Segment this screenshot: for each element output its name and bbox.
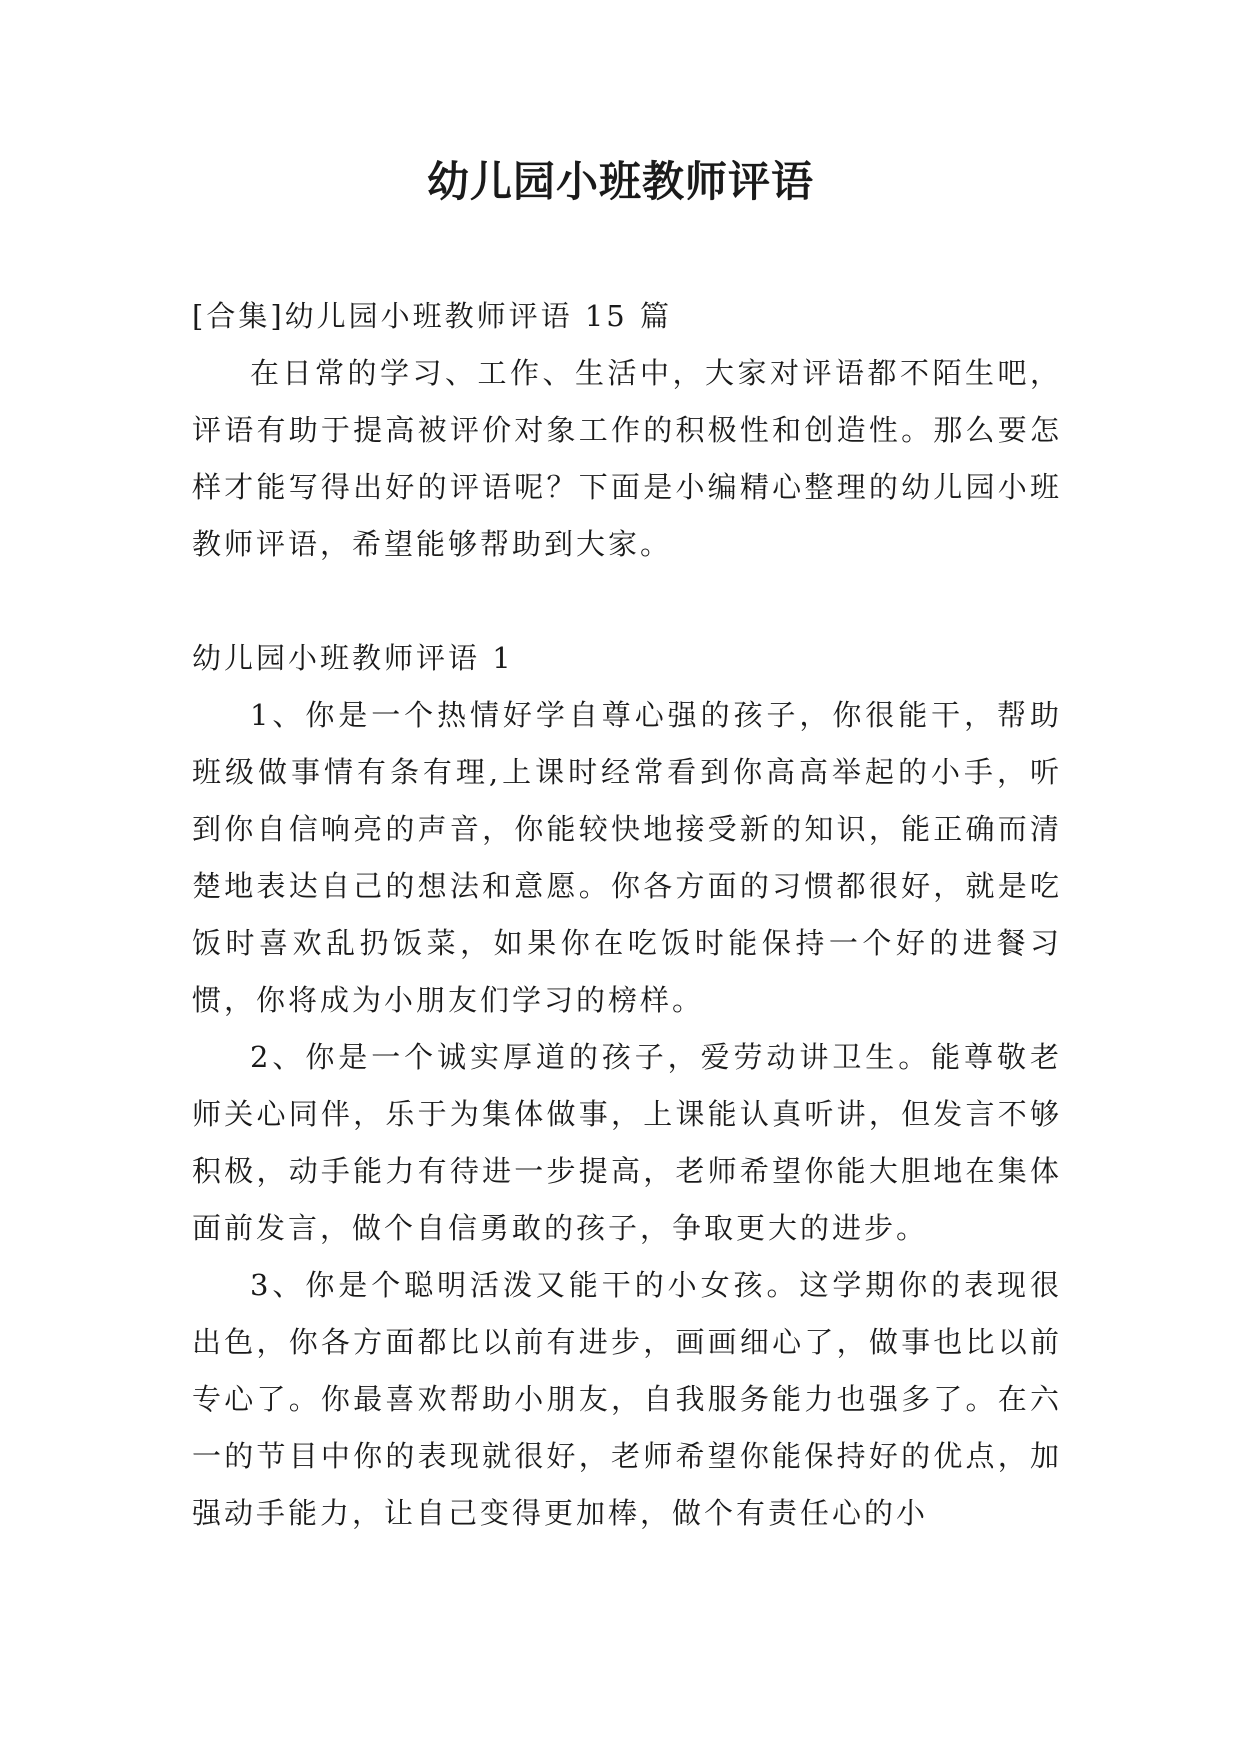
intro-paragraph: 在日常的学习、工作、生活中，大家对评语都不陌生吧，评语有助于提高被评价对象工作的积极性和创造性。那么要怎样才能写得出好的评语呢？下面是小编精心整理的幼儿园小班教师评语，希望能够帮助到大家。: [192, 356, 1062, 561]
blank-line: [192, 573, 1062, 630]
page-title: 幼儿园小班教师评语: [426, 157, 814, 206]
comment-paragraph-2: 2、你是一个诚实厚道的孩子，爱劳动讲卫生。能尊敬老师关心同伴，乐于为集体做事，上课能认真听讲，但发言不够积极，动手能力有待进一步提高，老师希望你能大胆地在集体面前发言，做个自信勇敢的孩子，争取更大的进步。: [192, 1040, 1062, 1245]
section-heading: 幼儿园小班教师评语 1: [192, 641, 514, 675]
comment-paragraph-3: 3、你是个聪明活泼又能干的小女孩。这学期你的表现很出色，你各方面都比以前有进步，画画细心了，做事也比以前专心了。你最喜欢帮助小朋友，自我服务能力也强多了。在六一的节目中你的表现就很好，老师希望你能保持好的优点，加强动手能力，让自己变得更加棒，做个有责任心的小: [192, 1268, 1062, 1530]
document-subtitle: [合集]幼儿园小班教师评语 15 篇: [192, 299, 672, 333]
document-body: [192, 288, 1062, 1542]
comment-paragraph-1: 1、你是一个热情好学自尊心强的孩子，你很能干，帮助班级做事情有条有理,上课时经常看到你高高举起的小手，听到你自信响亮的声音，你能较快地接受新的知识，能正确而清楚地表达自己的想法和意愿。你各方面的习惯都很好，就是吃饭时喜欢乱扔饭菜，如果你在吃饭时能保持一个好的进餐习惯，你将成为小朋友们学习的榜样。: [192, 698, 1062, 1017]
